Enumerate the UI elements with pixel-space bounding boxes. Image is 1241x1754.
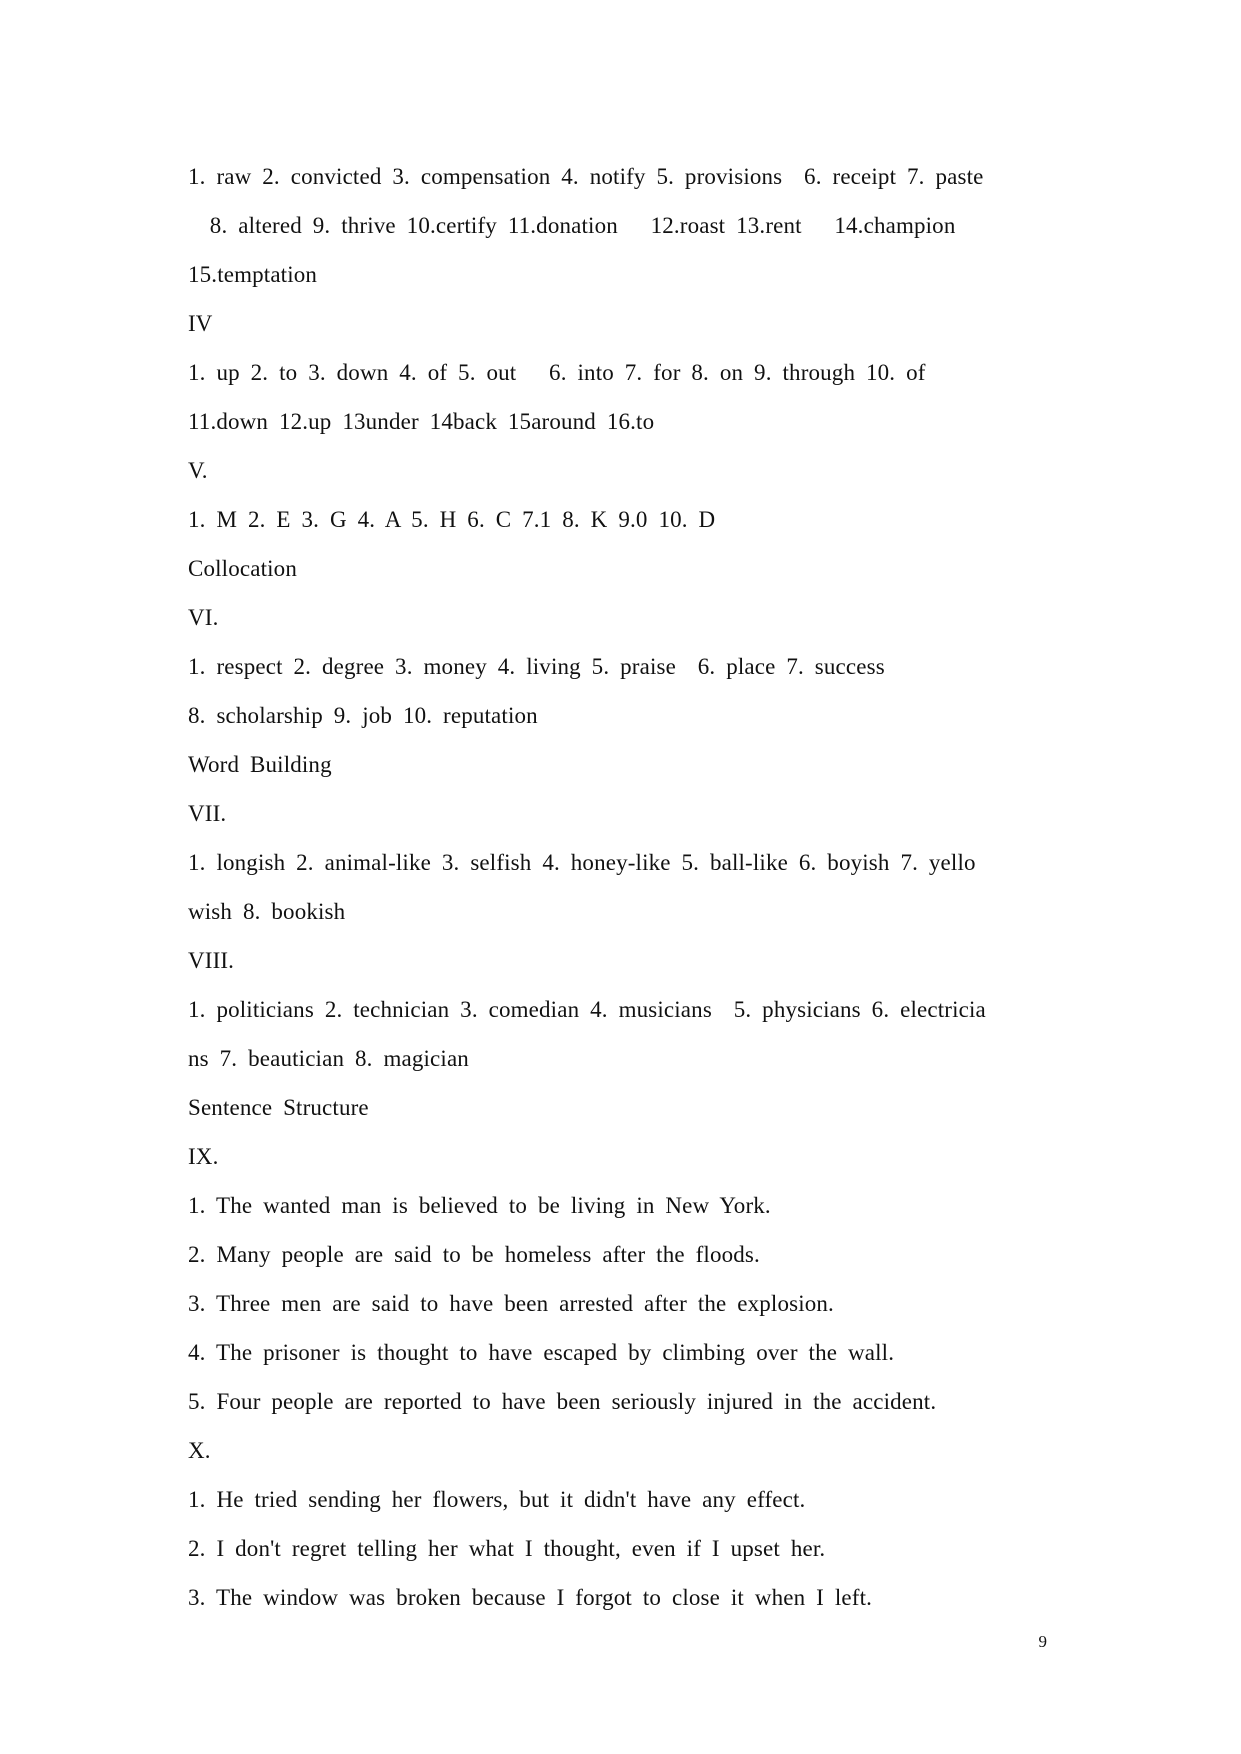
section-number-ix: IX. (188, 1144, 219, 1169)
section-number-viii: VIII. (188, 948, 235, 973)
section-number-iv: IV (188, 311, 213, 336)
exercise-answers-line: 8. scholarship 9. job 10. reputation (188, 703, 538, 728)
answer-key-content (188, 152, 1048, 1622)
exercise-answers-line: 1. M 2. E 3. G 4. A 5. H 6. C 7.1 8. K 9.0 10. D (188, 507, 716, 532)
exercise-answers-line: 1. raw 2. convicted 3. compensation 4. notify 5. provisions 6. receipt 7. paste (188, 164, 984, 189)
sentence-answer: 2. I don't regret telling her what I thought, even if I upset her. (188, 1536, 826, 1561)
exercise-answers-line: 1. respect 2. degree 3. money 4. living 5. praise 6. place 7. success (188, 654, 885, 679)
sentence-answer: 3. The window was broken because I forgot to close it when I left. (188, 1585, 873, 1610)
exercise-answers-line: 1. up 2. to 3. down 4. of 5. out 6. into 7. for 8. on 9. through 10. of (188, 360, 926, 385)
exercise-answers-line: 11.down 12.up 13under 14back 15around 16.to (188, 409, 655, 434)
sentence-answer: 1. He tried sending her flowers, but it didn't have any effect. (188, 1487, 806, 1512)
exercise-answers-line: wish 8. bookish (188, 899, 346, 924)
section-heading-word-building: Word Building (188, 752, 332, 777)
sentence-answer: 2. Many people are said to be homeless after the floods. (188, 1242, 760, 1267)
exercise-answers-line: 8. altered 9. thrive 10.certify 11.donation 12.roast 13.rent 14.champion (188, 213, 956, 238)
sentence-answer: 4. The prisoner is thought to have escaped by climbing over the wall. (188, 1340, 895, 1365)
sentence-answer: 3. Three men are said to have been arrested after the explosion. (188, 1291, 834, 1316)
section-heading-collocation: Collocation (188, 556, 297, 581)
section-number-v: V. (188, 458, 208, 483)
sentence-answer: 1. The wanted man is believed to be living in New York. (188, 1193, 771, 1218)
page-number: 9 (1038, 1632, 1047, 1651)
sentence-answer: 5. Four people are reported to have been seriously injured in the accident. (188, 1389, 937, 1414)
section-number-x: X. (188, 1438, 211, 1463)
section-number-vii: VII. (188, 801, 227, 826)
exercise-answers-line: ns 7. beautician 8. magician (188, 1046, 469, 1071)
exercise-answers-line: 1. longish 2. animal-like 3. selfish 4. honey-like 5. ball-like 6. boyish 7. yello (188, 850, 976, 875)
section-number-vi: VI. (188, 605, 219, 630)
exercise-answers-line: 1. politicians 2. technician 3. comedian 4. musicians 5. physicians 6. electricia (188, 997, 986, 1022)
exercise-answers-line: 15.temptation (188, 262, 318, 287)
section-heading-sentence-structure: Sentence Structure (188, 1095, 369, 1120)
